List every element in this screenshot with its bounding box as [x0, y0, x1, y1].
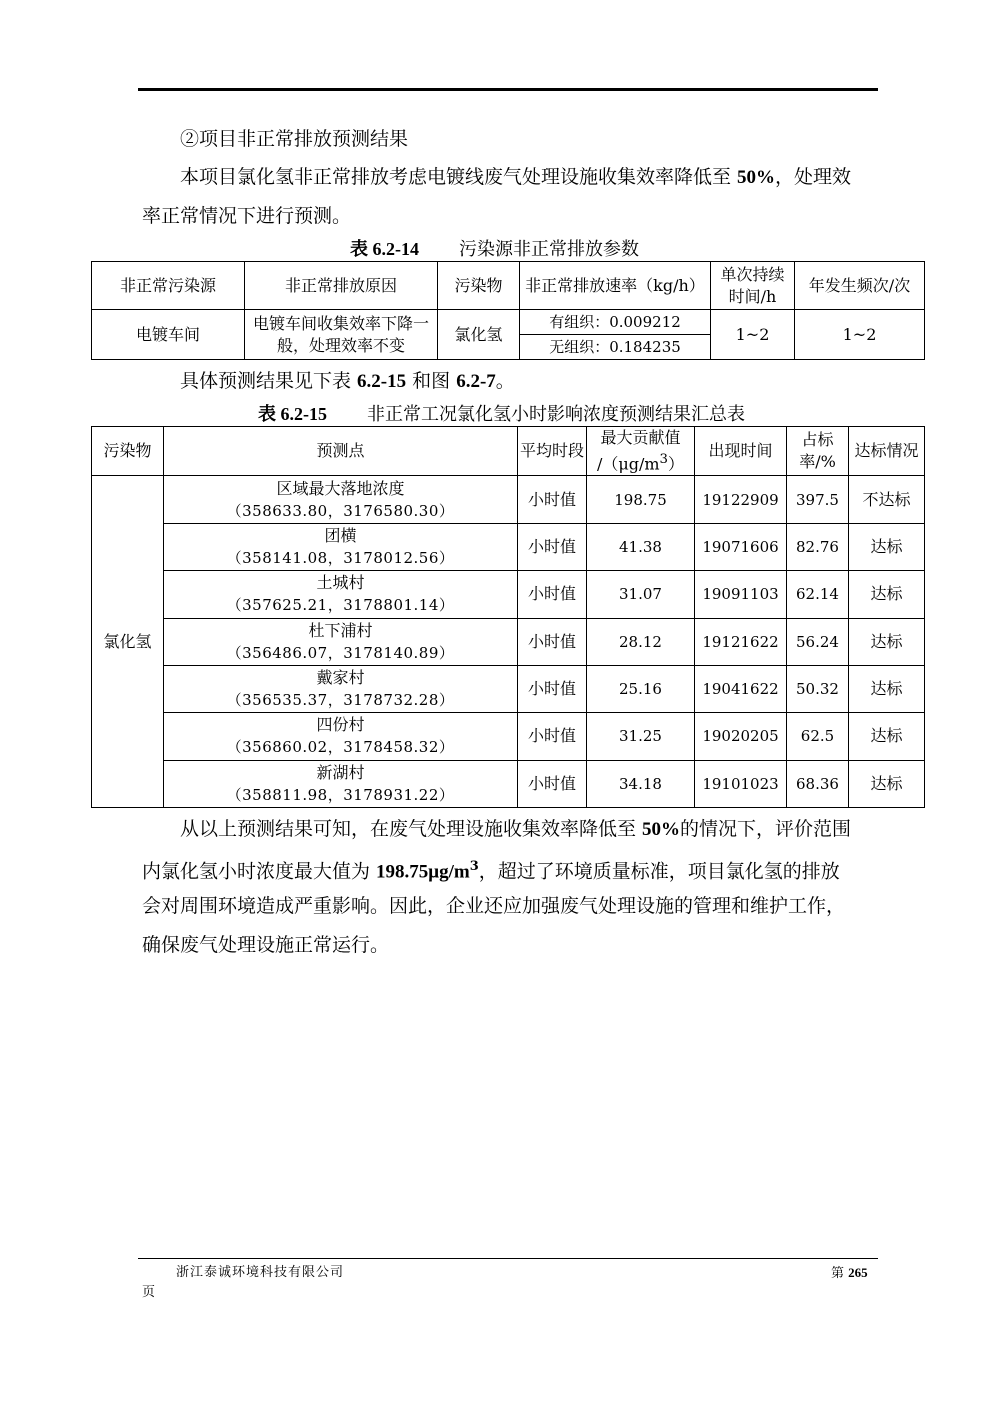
status-cell: 达标 [849, 713, 925, 760]
table2-point-cell [164, 476, 518, 523]
intro-line-2: 率正常情况下进行预测。 [142, 205, 352, 227]
table1-pollutant: 氯化氢 [438, 310, 520, 360]
period-cell: 小时值 [518, 571, 587, 618]
footer-page-suffix: 页 [142, 1285, 156, 1300]
max-value-cell: 31.25 [587, 713, 695, 760]
point-coordinates: （357625.21，3178801.14） [226, 596, 455, 615]
intro-percent: 50% [737, 167, 776, 188]
status-cell: 不达标 [849, 476, 925, 523]
footer-rule [138, 1258, 878, 1259]
conclusion-text-2b: ，超过了环境质量标准，项目氯化氢的排放 [478, 860, 840, 883]
ratio-cell: 62.14 [787, 571, 849, 618]
table-reference-line [180, 370, 515, 393]
table2-header-pollutant: 污染物 [92, 427, 164, 476]
occurrence-time-cell: 19020205 [695, 713, 787, 760]
ratio-cell: 50.32 [787, 665, 849, 712]
table1-header-duration: 单次持续时间/h [711, 262, 795, 310]
table2-header-max-a: 最大贡献值 [600, 428, 681, 447]
period-cell: 小时值 [518, 523, 587, 570]
table1-duration: 1~2 [711, 310, 795, 360]
table1-reason: 电镀车间收集效率下降一般，处理效率不变 [245, 310, 438, 360]
table2-header-max-sup: 3 [659, 452, 669, 467]
point-coordinates: （356535.37，3178732.28） [226, 691, 455, 710]
table1-header-frequency: 年发生频次/次 [795, 262, 925, 310]
table2-point-cell [164, 618, 518, 665]
conclusion-max-value: 198.75μg/m [376, 861, 470, 883]
ref-text-a: 具体预测结果见下表 [180, 370, 358, 392]
footer-page-number [831, 1265, 868, 1282]
status-cell: 达标 [849, 760, 925, 807]
ratio-cell: 56.24 [787, 618, 849, 665]
point-name: 区域最大落地浓度 [276, 478, 405, 498]
conclusion-text-2a: 内氯化氢小时浓度最大值为 [142, 860, 377, 883]
table2-point-cell [164, 760, 518, 807]
header-rule [138, 88, 878, 91]
ref-table: 6.2-15 [357, 371, 407, 392]
point-coordinates: （358811.98，3178931.22） [226, 785, 455, 804]
ratio-cell: 62.5 [787, 713, 849, 760]
table2-row [92, 476, 925, 523]
footer-page-value: 265 [848, 1265, 868, 1280]
footer-company: 浙江泰诚环境科技有限公司 [176, 1265, 345, 1280]
table1-caption-title: 污染源非正常排放参数 [459, 239, 639, 260]
table2-caption-number: 表 6.2-15 [258, 404, 327, 424]
occurrence-time-cell: 19091103 [695, 571, 787, 618]
prediction-results-table [91, 426, 925, 808]
table1-caption-number: 表 6.2-14 [350, 239, 419, 259]
status-cell: 达标 [849, 571, 925, 618]
point-coordinates: （356860.02，3178458.32） [226, 738, 455, 757]
table2-header-point: 预测点 [164, 427, 518, 476]
conclusion-text-1a: 从以上预测结果可知，在废气处理设施收集效率降低至 [180, 818, 643, 840]
max-value-cell: 41.38 [587, 523, 695, 570]
point-coordinates: （358141.08，3178012.56） [226, 548, 455, 567]
table2-header-row [92, 427, 925, 476]
max-value-cell: 28.12 [587, 618, 695, 665]
conclusion-line-3: 会对周围环境造成严重影响。因此，企业还应加强废气处理设施的管理和维护工作， [142, 895, 846, 917]
status-cell: 达标 [849, 523, 925, 570]
period-cell: 小时值 [518, 665, 587, 712]
table2-caption [258, 403, 745, 426]
conclusion-line-2 [142, 856, 840, 883]
period-cell: 小时值 [518, 760, 587, 807]
ref-text-b: 和图 [406, 370, 457, 392]
table2-point-cell [164, 523, 518, 570]
conclusion-text-1b: 的情况下，评价范围 [680, 818, 852, 840]
table2-header-ratio: 占标率/% [787, 427, 849, 476]
max-value-cell: 31.07 [587, 571, 695, 618]
table2-header-max-b: /（μg/m [596, 454, 660, 474]
table1-rate-unorganized: 无组织：0.184235 [520, 335, 711, 360]
table2-header-period: 平均时段 [518, 427, 587, 476]
ratio-cell: 397.5 [787, 476, 849, 523]
occurrence-time-cell: 19101023 [695, 760, 787, 807]
ratio-cell: 82.76 [787, 523, 849, 570]
table1-caption [350, 238, 639, 261]
point-name: 四份村 [316, 715, 365, 735]
section-heading: ②项目非正常排放预测结果 [180, 128, 409, 150]
table2-row [92, 713, 925, 760]
point-name: 新湖村 [316, 762, 365, 782]
intro-text-b: ，处理效 [775, 166, 852, 188]
point-name: 戴家村 [316, 668, 365, 688]
table2-point-cell [164, 713, 518, 760]
table2-header-time: 出现时间 [695, 427, 787, 476]
conclusion-max-sup: 3 [469, 859, 479, 874]
ratio-cell: 68.36 [787, 760, 849, 807]
table2-point-cell [164, 571, 518, 618]
footer-page-prefix: 第 [831, 1266, 849, 1281]
table1-header-source: 非正常污染源 [92, 262, 245, 310]
conclusion-line-4: 确保废气处理设施正常运行。 [142, 934, 390, 956]
period-cell: 小时值 [518, 713, 587, 760]
table1-source: 电镀车间 [92, 310, 245, 360]
table1-header-rate: 非正常排放速率（kg/h） [520, 262, 711, 310]
max-value-cell: 198.75 [587, 476, 695, 523]
table1-header-row [92, 262, 925, 310]
table1-header-pollutant: 污染物 [438, 262, 520, 310]
table1-frequency: 1~2 [795, 310, 925, 360]
status-cell: 达标 [849, 665, 925, 712]
conclusion-line-1 [180, 818, 851, 841]
table2-row [92, 571, 925, 618]
table2-caption-title: 非正常工况氯化氢小时影响浓度预测结果汇总表 [367, 404, 745, 425]
table2-row [92, 665, 925, 712]
table1-header-reason: 非正常排放原因 [245, 262, 438, 310]
table1-data-row [92, 310, 925, 335]
table2-header-status: 达标情况 [849, 427, 925, 476]
point-name: 团横 [324, 525, 357, 545]
table2-header-max [587, 427, 695, 476]
point-name: 土城村 [316, 573, 365, 593]
table2-row [92, 523, 925, 570]
max-value-cell: 25.16 [587, 665, 695, 712]
intro-line-1 [180, 166, 851, 189]
occurrence-time-cell: 19071606 [695, 523, 787, 570]
table2-header-max-c: ） [668, 454, 685, 474]
table2-point-cell [164, 665, 518, 712]
intro-text-a: 本项目氯化氢非正常排放考虑电镀线废气处理设施收集效率降低至 [180, 166, 738, 188]
table2-pollutant: 氯化氢 [92, 476, 164, 808]
point-name: 杜下浦村 [308, 620, 373, 640]
emission-params-table [91, 261, 925, 360]
conclusion-percent: 50% [642, 819, 681, 840]
occurrence-time-cell: 19121622 [695, 618, 787, 665]
period-cell: 小时值 [518, 618, 587, 665]
table1-rate-organized: 有组织：0.009212 [520, 310, 711, 335]
max-value-cell: 34.18 [587, 760, 695, 807]
ref-text-c: 。 [495, 370, 515, 392]
point-coordinates: （356486.07，3178140.89） [226, 643, 455, 662]
occurrence-time-cell: 19041622 [695, 665, 787, 712]
ref-figure: 6.2-7 [456, 371, 496, 392]
table2-row [92, 618, 925, 665]
table2-row [92, 760, 925, 807]
period-cell: 小时值 [518, 476, 587, 523]
occurrence-time-cell: 19122909 [695, 476, 787, 523]
status-cell: 达标 [849, 618, 925, 665]
point-coordinates: （358633.80，3176580.30） [226, 501, 455, 520]
